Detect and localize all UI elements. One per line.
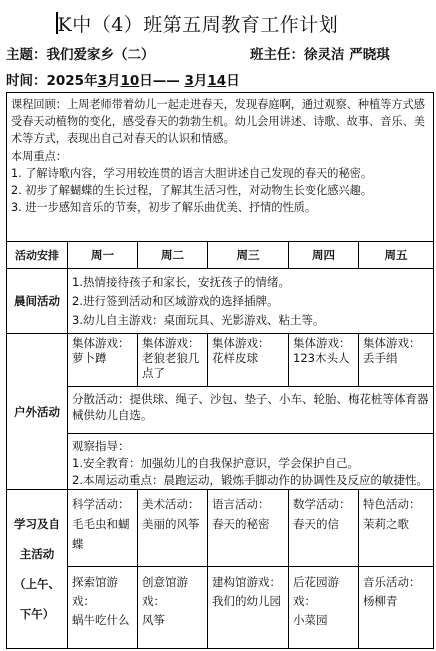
time-month-sep: 月 [106, 73, 121, 89]
activity-name: 杨柳青 [363, 594, 398, 608]
time-end-day: 14 [207, 73, 227, 89]
activity-label: 特色活动： [363, 497, 421, 511]
activity-label: 科学活动： [72, 497, 130, 511]
morning-cell [68, 269, 434, 334]
activity-name: 茉莉之歌 [363, 517, 409, 531]
group-game-label: 集体游戏： [212, 336, 270, 350]
outdoor-spread-row [7, 387, 434, 434]
teacher-label: 班主任： [250, 47, 304, 63]
outdoor-games-row [7, 334, 434, 387]
study-label-line: 学习及自 [14, 517, 60, 531]
group-game-name: 花样皮球 [212, 351, 258, 365]
morning-item: 1.热情接待孩子和家长，安抚孩子的情绪。 [72, 275, 290, 289]
study-label-line: 主活动 [19, 547, 55, 561]
group-game-mon [68, 334, 138, 387]
group-game-label: 集体游戏： [363, 336, 421, 350]
activity-name: 毛毛虫和蝴蝶 [72, 517, 130, 551]
observe-point: 1.安全教育：加强幼儿的自我保护意识，学会保护自己。 [72, 456, 359, 470]
review-cell [7, 93, 434, 242]
study-row-2 [7, 567, 434, 649]
game-activity-wed [208, 567, 289, 649]
activity-label: 语言活动： [212, 497, 270, 511]
time-dash: —— [152, 73, 185, 89]
activity-name: 风筝 [142, 613, 165, 627]
game-activity-fri [359, 567, 434, 649]
review-row [7, 93, 434, 242]
activity-label: 数学活动： [293, 497, 351, 511]
header-day-thu: 周四 [289, 242, 359, 269]
game-activity-tue [138, 567, 208, 649]
header-day-wed: 周三 [208, 242, 289, 269]
game-activity-thu [289, 567, 359, 649]
study-label-line: （上午、 [14, 577, 60, 591]
study-activity-fri [359, 490, 434, 567]
time-end-month: 3 [184, 73, 194, 89]
time-start-day: 10 [120, 73, 140, 89]
group-game-wed [208, 334, 289, 387]
group-game-label: 集体游戏： [72, 336, 130, 350]
group-game-tue [138, 334, 208, 387]
morning-item: 2.进行签到活动和区域游戏的选择插牌。 [72, 294, 279, 308]
activity-label: 建构馆游戏： [212, 575, 281, 589]
header-row [7, 242, 434, 269]
activity-name: 春天的信 [293, 517, 339, 531]
spread-activity-cell: 分散活动：提供球、绳子、沙包、垫子、小车、轮胎、梅花桩等体育器械供幼儿自选。 [68, 387, 434, 434]
activity-name: 蜗牛吃什么 [72, 613, 130, 627]
theme-value: 我们爱家乡（二） [46, 47, 155, 63]
activity-name: 小菜园 [293, 613, 328, 627]
theme-line [6, 43, 432, 63]
focus-label: 本周重点： [11, 149, 67, 163]
time-day-sep: 日 [139, 73, 153, 89]
teacher-names: 徐灵洁 严晓琪 [304, 47, 390, 63]
title-text: K中（4）班第五周教育工作计划 [57, 14, 339, 36]
time-end-day-sep: 日 [226, 73, 240, 89]
morning-label: 晨间活动 [7, 269, 68, 334]
study-activity-tue [138, 490, 208, 567]
group-game-label: 集体游戏： [142, 336, 200, 350]
theme-label: 主题： [6, 47, 47, 63]
header-day-fri: 周五 [359, 242, 434, 269]
group-game-fri [359, 334, 434, 387]
time-line [6, 69, 240, 89]
activity-label: 后花园游戏： [293, 575, 339, 608]
study-activity-wed [208, 490, 289, 567]
study-label-line: 下午） [19, 607, 55, 621]
game-activity-mon [68, 567, 138, 649]
activity-label: 美术活动： [142, 497, 200, 511]
outdoor-observe-row [7, 434, 434, 490]
header-activity-label: 活动安排 [7, 242, 68, 269]
activity-label: 探索馆游戏： [72, 575, 118, 608]
study-row-1 [7, 490, 434, 567]
activity-name: 美丽的风筝 [142, 517, 200, 531]
study-activity-thu [289, 490, 359, 567]
study-activity-mon [68, 490, 138, 567]
weekly-plan-table [6, 92, 434, 649]
header-day-tue: 周二 [138, 242, 208, 269]
activity-label: 创意馆游戏： [142, 575, 188, 608]
morning-item: 3.幼儿自主游戏：桌面玩具、光影游戏、粘土等。 [72, 313, 325, 327]
study-label [7, 490, 68, 649]
observe-guidance-cell [68, 434, 434, 490]
time-year: 2025年 [46, 73, 98, 89]
time-label: 时间： [6, 73, 47, 89]
time-end-month-sep: 月 [193, 73, 208, 89]
document-title [56, 10, 396, 38]
observe-point: 2.本周运动重点：晨跑运动，锻炼手脚动作的协调性及反应的敏捷性。 [72, 473, 428, 487]
focus-point: 3. 进一步感知音乐的节奏，初步了解乐曲优美、抒情的性质。 [11, 201, 317, 215]
group-game-label: 集体游戏： [293, 336, 351, 350]
observe-label: 观察指导： [72, 439, 130, 453]
morning-row [7, 269, 434, 334]
focus-point: 1. 了解诗歌内容，学习用较连贯的语言大胆讲述自己发现的春天的秘密。 [11, 166, 373, 180]
group-game-name: 123木头人 [293, 351, 350, 365]
time-start-month: 3 [97, 73, 107, 89]
review-intro: 课程回顾：上周老师带着幼儿一起走进春天，发现春庭啊，通过观察、种植等方式感受春天动植物的变化，感受春天的勃勃生机。幼儿会用讲述、诗歌、故事、音乐、美术等方式，表现出自己对春天的认识和情感。 [11, 98, 425, 146]
activity-name: 春天的秘密 [212, 517, 270, 531]
activity-label: 音乐活动： [363, 575, 421, 589]
group-game-name: 萝卜蹲 [72, 351, 107, 365]
activity-name: 我们的幼儿园 [212, 594, 281, 608]
header-day-mon: 周一 [68, 242, 138, 269]
teacher-info [250, 43, 390, 63]
group-game-thu [289, 334, 359, 387]
group-game-name: 丢手绢 [363, 351, 398, 365]
outdoor-label: 户外活动 [7, 334, 68, 490]
focus-point: 2. 初步了解蝴蝶的生长过程，了解其生活习性，对动物生长变化感兴趣。 [11, 184, 373, 198]
group-game-name: 老狼老狼几点了 [142, 351, 200, 380]
